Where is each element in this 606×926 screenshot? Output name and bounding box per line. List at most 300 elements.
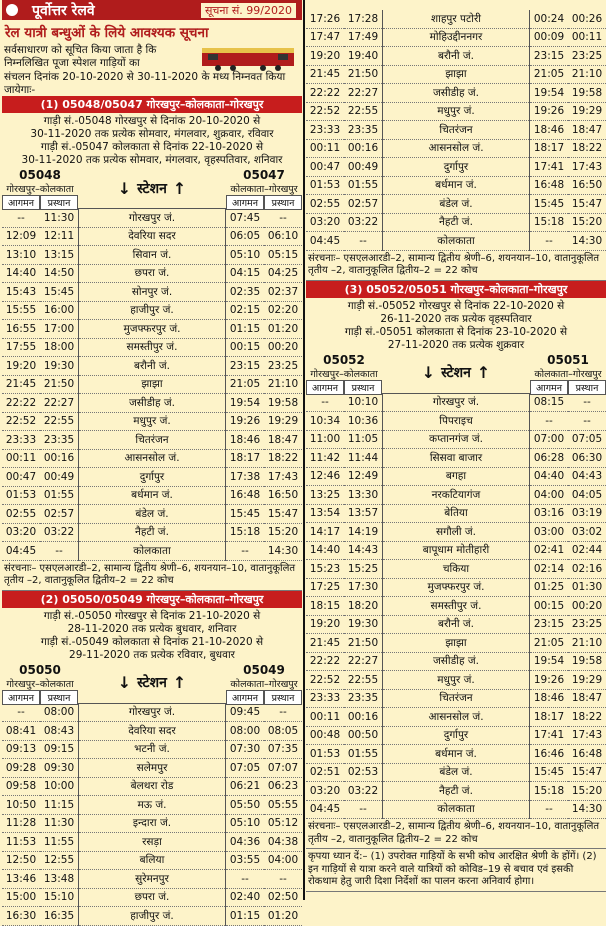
station-name: हाजीपुर जं. <box>79 907 226 926</box>
down-time: 15:25 <box>344 560 383 579</box>
down-time: 09:30 <box>40 759 79 778</box>
station-name: बंडेल जं. <box>383 195 530 214</box>
up-time: 05:12 <box>264 814 302 833</box>
station-name: बरौनी जं. <box>383 47 530 66</box>
down-time: 16:30 <box>2 907 40 926</box>
down-time: 17:47 <box>306 28 344 47</box>
station-label: स्टेशन <box>137 180 167 197</box>
down-time: 08:00 <box>40 704 79 722</box>
station-name: आसनसोल जं. <box>383 139 530 158</box>
up-time: -- <box>226 870 265 889</box>
up-time: -- <box>568 412 606 431</box>
down-time: 22:27 <box>40 394 79 413</box>
section-2 <box>2 591 302 926</box>
down-time: 00:47 <box>2 468 40 487</box>
station-name: सिवान जं. <box>79 246 226 265</box>
down-time: 19:20 <box>2 357 40 376</box>
station-name: समस्तीपुर जं. <box>79 338 226 357</box>
table-row <box>306 28 606 47</box>
up-time: 02:41 <box>530 541 569 560</box>
station-name: बेतिया <box>383 504 530 523</box>
up-time: 00:11 <box>568 28 606 47</box>
table-row <box>306 158 606 177</box>
up-time: 15:45 <box>530 195 569 214</box>
table-row <box>306 634 606 653</box>
station-name: इन्दारा जं. <box>79 814 226 833</box>
station-name: बापूधाम मोतीहारी <box>383 541 530 560</box>
down-time: 15:10 <box>40 888 79 907</box>
down-time: 11:00 <box>306 430 344 449</box>
intro-text-b: संचलन दिनांक 20-10-2020 से 30-11-2020 के मध्य निम्नवत किया जायेगाः- <box>4 71 286 96</box>
right-col-labels <box>226 195 302 210</box>
station-header <box>78 168 226 208</box>
down-time: 18:15 <box>306 597 344 616</box>
table-row <box>306 763 606 782</box>
station-name: बलिया <box>79 851 226 870</box>
up-time: 06:05 <box>226 227 265 246</box>
up-time: 17:43 <box>264 468 302 487</box>
station-name: गोरखपुर जं. <box>383 394 530 412</box>
up-time: 09:45 <box>226 704 265 722</box>
down-time: 21:45 <box>2 375 40 394</box>
up-time: 21:05 <box>226 375 265 394</box>
table-row <box>2 814 302 833</box>
down-time: -- <box>2 704 40 722</box>
column-divider <box>303 0 305 900</box>
station-header <box>78 663 226 703</box>
down-arrow-icon: ↓ <box>117 673 132 692</box>
up-arrow-icon: ↑ <box>476 363 491 382</box>
up-time: 00:09 <box>530 28 569 47</box>
table-row <box>2 722 302 741</box>
up-time: 01:25 <box>530 578 569 597</box>
table-row <box>2 851 302 870</box>
left-column <box>2 0 302 922</box>
up-time: 00:20 <box>264 338 302 357</box>
right-train-number: 05049 <box>243 662 285 677</box>
table-row <box>2 777 302 796</box>
table-row <box>306 504 606 523</box>
up-time: 19:26 <box>530 671 569 690</box>
down-time: 02:55 <box>2 505 40 524</box>
table-row <box>2 523 302 542</box>
station-name: बंडेल जं. <box>383 763 530 782</box>
down-time: 23:35 <box>344 121 383 140</box>
station-name: दुर्गापुर <box>79 468 226 487</box>
up-time: 18:22 <box>568 139 606 158</box>
down-time: 13:25 <box>306 486 344 505</box>
up-time: -- <box>530 800 569 819</box>
composition-note: संरचनाः– एसएलआरडी–2, सामान्य द्वितीय श्रेणी–6, शयनयान–10, वातानुकूलित तृतीय –2, वातानुकूलित द्वितीय–2 = 22 कोच <box>2 561 302 591</box>
down-time: 02:51 <box>306 763 344 782</box>
down-time: 13:46 <box>2 870 40 889</box>
down-time: 10:34 <box>306 412 344 431</box>
up-time: 07:30 <box>226 740 265 759</box>
down-arrow-icon: ↓ <box>421 363 436 382</box>
down-time: 21:50 <box>344 65 383 84</box>
page-subtitle: रेल यात्री बन्धुओं के लिये आवश्यक सूचना <box>5 25 209 41</box>
up-time: 18:46 <box>530 689 569 708</box>
table-row <box>306 745 606 764</box>
table-row <box>306 84 606 103</box>
section-title: (3) 05052/05051 गोरखपुर–कोलकाता–गोरखपुर <box>306 281 606 298</box>
table-row <box>2 505 302 524</box>
table-row <box>2 375 302 394</box>
up-time: 21:05 <box>530 634 569 653</box>
down-time: 02:53 <box>344 763 383 782</box>
station-name: नैहटी जं. <box>383 782 530 801</box>
up-time: 18:22 <box>568 708 606 727</box>
up-time: 23:15 <box>530 615 569 634</box>
up-time: 14:30 <box>264 542 302 561</box>
table-row <box>2 468 302 487</box>
down-time: 10:10 <box>344 394 383 412</box>
station-name: चितरंजन <box>79 431 226 450</box>
table-row <box>306 523 606 542</box>
down-time: 10:36 <box>344 412 383 431</box>
down-time: 17:30 <box>344 578 383 597</box>
table-row <box>306 708 606 727</box>
right-train-header <box>530 353 606 393</box>
up-time: 21:05 <box>530 65 569 84</box>
table-row <box>2 227 302 246</box>
down-time: 17:26 <box>306 10 344 28</box>
down-time: 00:11 <box>306 708 344 727</box>
down-time: 14:17 <box>306 523 344 542</box>
up-time: 02:40 <box>226 888 265 907</box>
schedule-line: 29-11-2020 तक प्रत्येक रविवार, बुधवार <box>69 648 235 661</box>
up-time: 04:25 <box>264 264 302 283</box>
up-time: 04:00 <box>264 851 302 870</box>
table-row <box>2 320 302 339</box>
up-time: 03:02 <box>568 523 606 542</box>
station-name: बेलथरा रोड <box>79 777 226 796</box>
down-time: 02:57 <box>40 505 79 524</box>
up-time: 03:19 <box>568 504 606 523</box>
table-row <box>306 121 606 140</box>
brand-title: पूर्वोत्तर रेलवे <box>32 2 95 19</box>
up-time: 23:15 <box>226 357 265 376</box>
up-time: 06:30 <box>568 449 606 468</box>
table-row <box>306 102 606 121</box>
up-time: 18:46 <box>226 431 265 450</box>
up-time: 02:15 <box>226 301 265 320</box>
up-time: 02:50 <box>264 888 302 907</box>
up-time: 18:17 <box>530 708 569 727</box>
table-row <box>306 232 606 251</box>
down-time: 13:15 <box>40 246 79 265</box>
down-time: 00:11 <box>2 449 40 468</box>
up-time: 01:15 <box>226 907 265 926</box>
table-row <box>2 907 302 926</box>
up-time: -- <box>530 412 569 431</box>
station-name: बंडेल जं. <box>79 505 226 524</box>
station-name: जसीडीह जं. <box>383 652 530 671</box>
left-train-number: 05052 <box>323 352 365 367</box>
up-time: 15:47 <box>568 763 606 782</box>
up-time: 05:55 <box>264 796 302 815</box>
up-time: 21:10 <box>568 65 606 84</box>
up-time: 15:20 <box>568 782 606 801</box>
down-time: 00:48 <box>306 726 344 745</box>
schedule-text <box>2 608 302 663</box>
down-time: 13:57 <box>344 504 383 523</box>
schedule-line: गाड़ी सं.-05052 गोरखपुर से दिनांक 22-10-2020 से <box>347 299 565 312</box>
down-time: -- <box>40 542 79 561</box>
up-time: 15:45 <box>226 505 265 524</box>
down-time: 12:49 <box>344 467 383 486</box>
up-time: 19:58 <box>568 84 606 103</box>
down-time: 03:20 <box>306 782 344 801</box>
intro-block <box>2 42 302 96</box>
section-3 <box>306 281 606 850</box>
up-time: 17:41 <box>530 726 569 745</box>
table-row <box>306 213 606 232</box>
station-name: छपरा जं. <box>79 888 226 907</box>
schedule-line: गाड़ी सं.-05051 कोलकाता से दिनांक 23-10-2020 से <box>344 325 568 338</box>
station-name: कोलकाता <box>79 542 226 561</box>
station-name: सलेमपुर <box>79 759 226 778</box>
up-time: 18:47 <box>568 689 606 708</box>
station-name: कोलकाता <box>383 800 530 819</box>
up-time: 18:22 <box>264 449 302 468</box>
right-train-number: 05051 <box>547 352 589 367</box>
down-time: 11:05 <box>344 430 383 449</box>
table-row <box>306 578 606 597</box>
up-time: 19:26 <box>530 102 569 121</box>
up-time: 16:50 <box>568 176 606 195</box>
arrive-label: आगमन <box>226 195 264 210</box>
up-time: 18:46 <box>530 121 569 140</box>
down-time: 16:55 <box>2 320 40 339</box>
up-time: 05:50 <box>226 796 265 815</box>
section-1-continued-note: संरचनाः– एसएलआरडी–2, सामान्य द्वितीय श्रेणी–6, शयनयान–10, वातानुकूलित तृतीय –2, वातानुकूलित द्वितीय–2 = 22 कोच <box>306 251 606 281</box>
table-row <box>2 449 302 468</box>
left-train-number: 05048 <box>19 168 61 182</box>
station-name: मुजफ्फरपुर जं. <box>383 578 530 597</box>
up-time: 19:29 <box>264 412 302 431</box>
table-row <box>2 412 302 431</box>
down-time: 09:13 <box>2 740 40 759</box>
right-train-route: कोलकाता–गोरखपुर <box>230 678 298 690</box>
down-time: 08:41 <box>2 722 40 741</box>
up-time: 05:10 <box>226 246 265 265</box>
up-time: 08:00 <box>226 722 265 741</box>
station-name: झाझा <box>383 634 530 653</box>
station-name: नैहटी जं. <box>79 523 226 542</box>
up-time: 14:30 <box>568 232 606 251</box>
up-time: 14:30 <box>568 800 606 819</box>
down-time: 11:55 <box>40 833 79 852</box>
schedule-text <box>306 298 606 353</box>
station-name: सोनपुर जं. <box>79 283 226 302</box>
table-row <box>2 338 302 357</box>
table-row <box>2 394 302 413</box>
table-row <box>306 449 606 468</box>
table-row <box>306 176 606 195</box>
left-train-number: 05050 <box>19 662 61 677</box>
table-row <box>306 195 606 214</box>
down-time: 22:52 <box>306 102 344 121</box>
up-time: 23:25 <box>568 47 606 66</box>
right-train-route: कोलकाता–गोरखपुर <box>534 368 602 380</box>
up-time: 04:15 <box>226 264 265 283</box>
right-column <box>306 0 606 900</box>
up-time: 01:20 <box>264 907 302 926</box>
down-time: 11:42 <box>306 449 344 468</box>
station-name: पिपराइच <box>383 412 530 431</box>
down-time: 22:52 <box>306 671 344 690</box>
station-name: झाझा <box>383 65 530 84</box>
down-time: 21:45 <box>306 65 344 84</box>
arrive-label: आगमन <box>530 380 568 395</box>
station-name: समस्तीपुर जं. <box>383 597 530 616</box>
down-time: 16:35 <box>40 907 79 926</box>
table-row <box>2 357 302 376</box>
up-time: 19:54 <box>530 652 569 671</box>
down-time: 03:20 <box>2 523 40 542</box>
station-label: स्टेशन <box>441 365 471 381</box>
left-train-header <box>2 663 78 703</box>
table-row <box>2 542 302 561</box>
down-time: 17:28 <box>344 10 383 28</box>
down-time: 14:40 <box>306 541 344 560</box>
station-name: मऊ जं. <box>79 796 226 815</box>
timetable <box>2 704 302 926</box>
up-time: 07:07 <box>264 759 302 778</box>
station-name: छपरा जं. <box>79 264 226 283</box>
table-row <box>2 740 302 759</box>
up-time: 18:17 <box>226 449 265 468</box>
up-time: 00:15 <box>226 338 265 357</box>
down-time: 13:54 <box>306 504 344 523</box>
station-name: देवरिया सदर <box>79 227 226 246</box>
table-row <box>306 10 606 28</box>
down-time: 22:55 <box>344 102 383 121</box>
up-time: 19:58 <box>568 652 606 671</box>
table-row <box>306 412 606 431</box>
up-time: 07:45 <box>226 209 265 227</box>
down-time: 19:20 <box>306 47 344 66</box>
station-name: मधुपुर जं. <box>383 671 530 690</box>
up-time: 19:29 <box>568 671 606 690</box>
up-time: 04:05 <box>568 486 606 505</box>
down-time: 02:55 <box>306 195 344 214</box>
down-time: 19:30 <box>40 357 79 376</box>
table-row <box>306 467 606 486</box>
section-1 <box>2 96 302 591</box>
up-time: 07:05 <box>226 759 265 778</box>
down-time: 01:55 <box>344 745 383 764</box>
up-time: 03:00 <box>530 523 569 542</box>
up-time: 00:26 <box>568 10 606 28</box>
left-train-header <box>306 353 382 393</box>
table-row <box>306 726 606 745</box>
up-time: 17:43 <box>568 726 606 745</box>
table-row <box>2 486 302 505</box>
railway-logo-icon <box>4 2 20 18</box>
down-time: 22:55 <box>344 671 383 690</box>
up-time: 21:10 <box>568 634 606 653</box>
table-header <box>306 353 606 394</box>
down-time: 21:50 <box>344 634 383 653</box>
down-time: 00:16 <box>344 708 383 727</box>
section-title: (1) 05048/05047 गोरखपुर–कोलकाता–गोरखपुर <box>2 96 302 113</box>
table-row <box>2 264 302 283</box>
up-time: 18:47 <box>264 431 302 450</box>
station-name: शाहपुर पटोरी <box>383 10 530 28</box>
up-time: 06:10 <box>264 227 302 246</box>
depart-label: प्रस्थान <box>344 380 382 395</box>
up-time: 15:18 <box>530 782 569 801</box>
down-time: 21:50 <box>40 375 79 394</box>
notice-number: सूचना सं. 99/2020 <box>201 3 296 18</box>
up-time: 04:00 <box>530 486 569 505</box>
down-time: 22:22 <box>306 84 344 103</box>
station-name: मधुपुर जं. <box>79 412 226 431</box>
up-time: 15:20 <box>264 523 302 542</box>
down-time: 11:44 <box>344 449 383 468</box>
down-time: 23:33 <box>2 431 40 450</box>
down-time: 22:27 <box>344 84 383 103</box>
up-time: 23:15 <box>530 47 569 66</box>
station-name: आसनसोल जं. <box>79 449 226 468</box>
up-arrow-icon: ↑ <box>172 673 187 692</box>
table-header <box>2 663 302 704</box>
down-time: 01:55 <box>344 176 383 195</box>
left-col-labels <box>2 690 78 705</box>
station-name: जसीडीह जं. <box>383 84 530 103</box>
station-name: जसीडीह जं. <box>79 394 226 413</box>
down-time: 17:55 <box>2 338 40 357</box>
up-time: 04:40 <box>530 467 569 486</box>
up-time: 16:48 <box>226 486 265 505</box>
up-time: 06:28 <box>530 449 569 468</box>
table-row <box>306 782 606 801</box>
locomotive-icon <box>198 42 298 72</box>
table-row <box>306 486 606 505</box>
composition-note: संरचनाः– एसएलआरडी–2, सामान्य द्वितीय श्रेणी–6, शयनयान–10, वातानुकूलित तृतीय –2, वातानुकूलित द्वितीय–2 = 22 कोच <box>306 819 606 849</box>
section-title: (2) 05050/05049 गोरखपुर–कोलकाता–गोरखपुर <box>2 591 302 608</box>
station-name: भटनी जं. <box>79 740 226 759</box>
down-time: 14:50 <box>40 264 79 283</box>
left-train-route: गोरखपुर–कोलकाता <box>6 184 74 195</box>
up-time: 19:58 <box>264 394 302 413</box>
arrive-label: आगमन <box>306 380 344 395</box>
up-time: 15:47 <box>568 195 606 214</box>
up-time: 05:15 <box>264 246 302 265</box>
station-name: आसनसोल जं. <box>383 708 530 727</box>
down-time: 18:00 <box>40 338 79 357</box>
down-time: 11:15 <box>40 796 79 815</box>
up-time: 15:47 <box>264 505 302 524</box>
table-row <box>306 47 606 66</box>
depart-label: प्रस्थान <box>568 380 606 395</box>
up-time: 02:16 <box>568 560 606 579</box>
up-time: -- <box>568 394 606 412</box>
down-time: 15:55 <box>2 301 40 320</box>
down-time: 13:48 <box>40 870 79 889</box>
schedule-line: 28-11-2020 तक प्रत्येक बुधवार, शनिवार <box>67 622 237 635</box>
down-time: 00:49 <box>40 468 79 487</box>
left-col-labels <box>2 195 78 210</box>
up-time: -- <box>530 232 569 251</box>
station-name: बर्धमान जं. <box>383 176 530 195</box>
up-time: 23:25 <box>264 357 302 376</box>
down-time: 01:53 <box>2 486 40 505</box>
schedule-line: गाड़ी सं.-05050 गोरखपुर से दिनांक 21-10-2020 से <box>43 609 261 622</box>
timetable <box>2 209 302 561</box>
